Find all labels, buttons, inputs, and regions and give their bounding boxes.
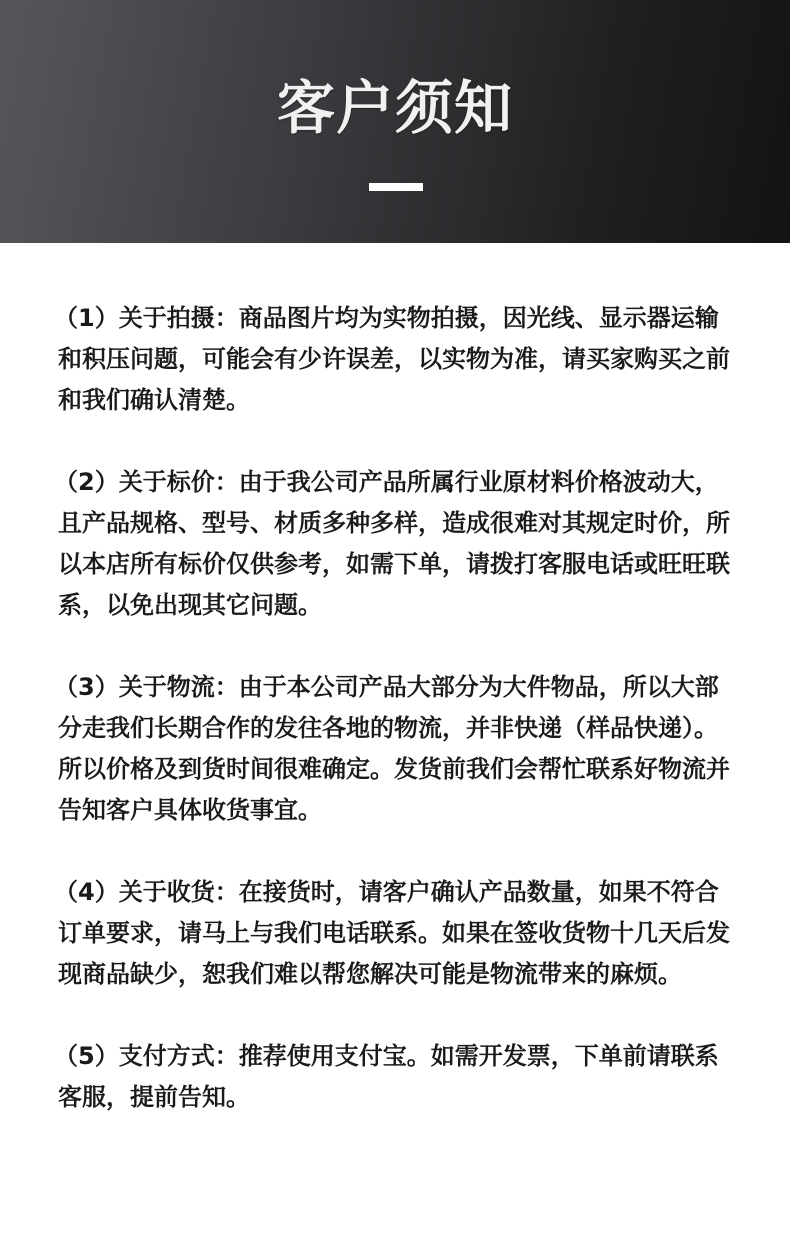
notice-receiving: （4）关于收货：在接货时，请客户确认产品数量，如果不符合订单要求，请马上与我们电话联系。如果在签收货物十几天后发现商品缺少，恕我们难以帮您解决可能是物流带来的麻烦。 [54, 878, 730, 988]
title-underline [369, 183, 423, 191]
notice-logistics: （3）关于物流：由于本公司产品大部分为大件物品，所以大部分走我们长期合作的发往各地的物流，并非快递（样品快递）。所以价格及到货时间很难确定。发货前我们会帮忙联系好物流并告知客户具体收货事宜。 [54, 673, 730, 824]
notice-list [54, 298, 738, 1118]
notice-photography: （1）关于拍摄：商品图片均为实物拍摄，因光线、显示器运输和积压问题，可能会有少许误差，以实物为准，请买家购买之前和我们确认清楚。 [54, 304, 730, 414]
notice-pricing: （2）关于标价：由于我公司产品所属行业原材料价格波动大，且产品规格、型号、材质多种多样，造成很难对其规定时价，所以本店所有标价仅供参考，如需下单，请拨打客服电话或旺旺联系，以免出现其它问题。 [54, 468, 730, 619]
header-banner [0, 0, 790, 243]
page-title: 客户须知 [276, 74, 513, 142]
notice-payment: （5）支付方式：推荐使用支付宝。如需开发票，下单前请联系客服，提前告知。 [54, 1042, 719, 1111]
